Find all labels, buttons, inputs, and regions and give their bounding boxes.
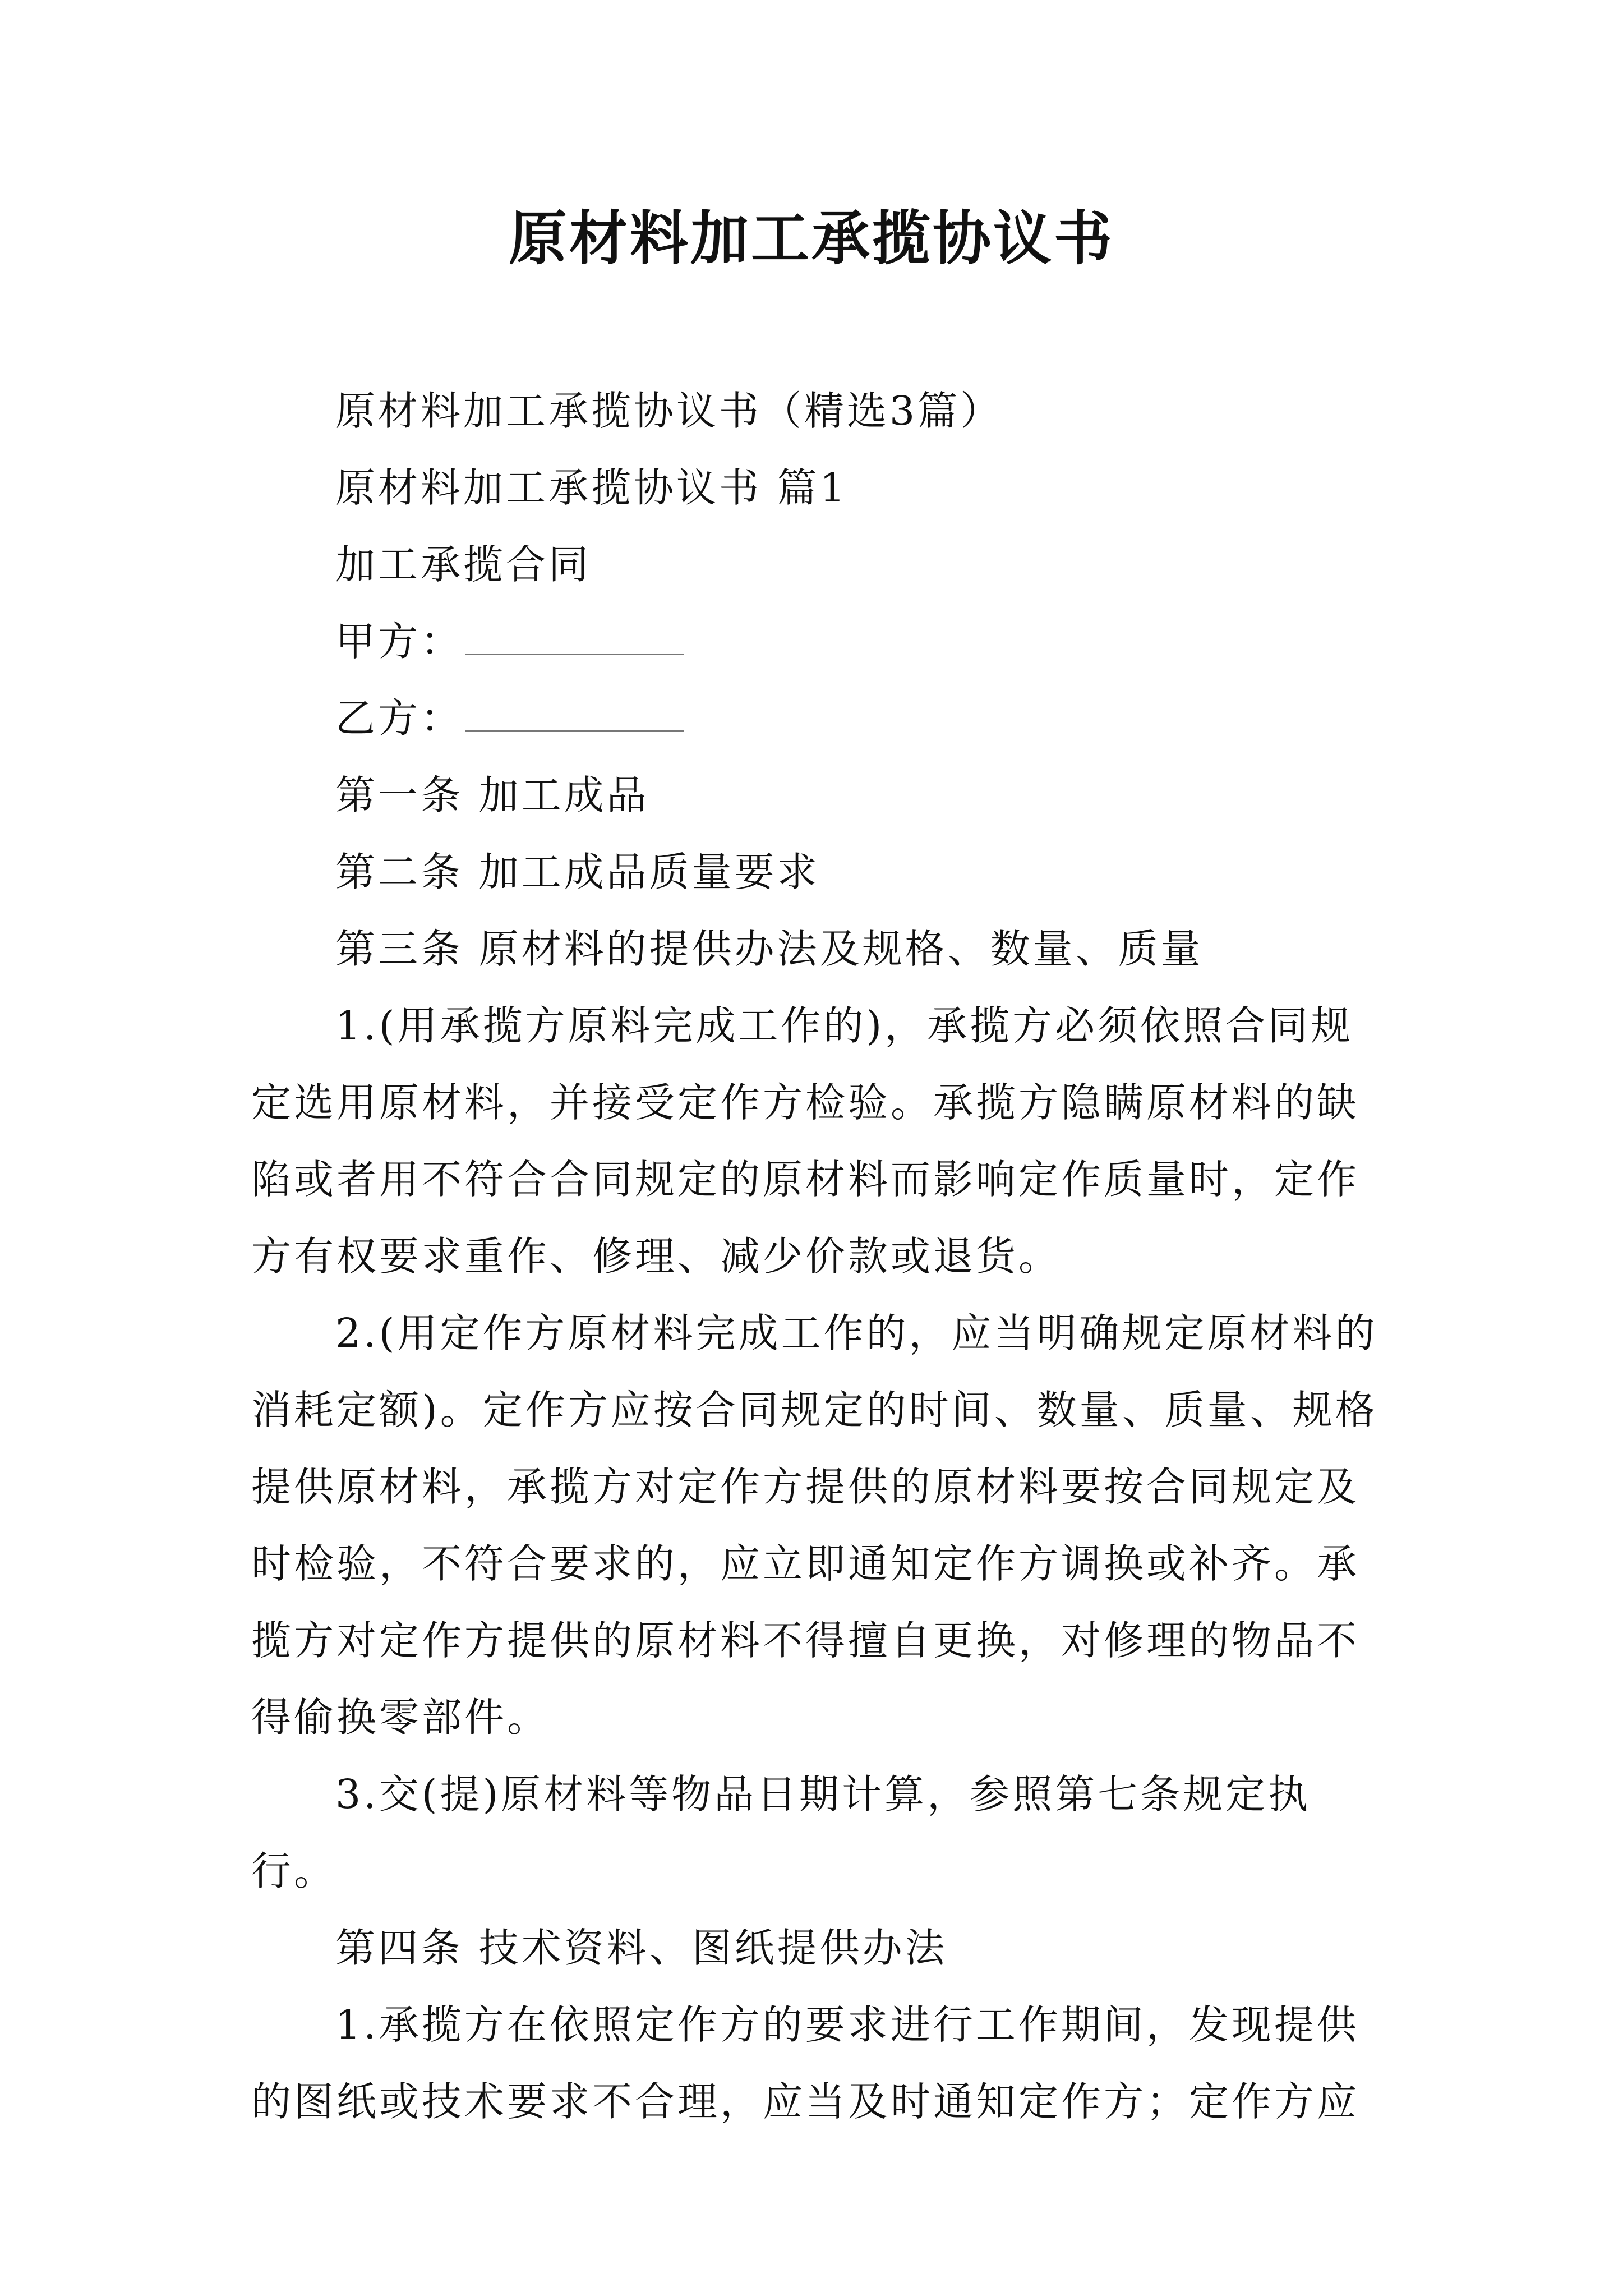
party-a-label: 甲方： [335, 618, 464, 665]
paragraph-section-heading: 原材料加工承揽协议书 篇1 [335, 464, 848, 511]
article-1: 第一条 加工成品 [335, 772, 649, 818]
paragraph-subtitle: 原材料加工承揽协议书（精选3篇） [335, 388, 1003, 434]
document-body [251, 372, 1395, 2140]
article-3-clause-2: 2.(用定作方原材料完成工作的，应当明确规定原材料的消耗定额)。定作方应按合同规定的时间、数量、质量、规格提供原材料，承揽方对定作方提供的原材料要按合同规定及时检验，不符合要求的，应立即通知定作方调换或补齐。承揽方对定作方提供的原材料不得擅自更换，对修理的物品不得偷换零部件。 [251, 1310, 1378, 1741]
article-4-clause-1: 1.承揽方在依照定作方的要求进行工作期间，发现提供的图纸或技术要求不合理，应当及时通知定作方；定作方应 [251, 2001, 1360, 2125]
article-3: 第三条 原材料的提供办法及规格、数量、质量 [335, 926, 1204, 972]
party-a-line [251, 603, 1395, 680]
article-2: 第二条 加工成品质量要求 [335, 849, 820, 895]
article-3-clause-1: 1.(用承揽方原料完成工作的)，承揽方必须依照合同规定选用原材料，并接受定作方检验。承揽方隐瞒原材料的缺陷或者用不符合合同规定的原材料而影响定作质量时，定作方有权要求重作、修理、减少价款或退货。 [251, 1002, 1360, 1280]
article-3-clause-3: 3.交(提)原材料等物品日期计算，参照第七条规定执行。 [251, 1771, 1311, 1894]
document-title: 原材料加工承揽协议书 [508, 204, 1114, 273]
paragraph-contract-name: 加工承揽合同 [335, 541, 592, 588]
party-b-line [251, 680, 1395, 757]
party-a-blank [465, 651, 684, 655]
article-4: 第四条 技术资料、图纸提供办法 [335, 1925, 948, 1971]
party-b-blank [465, 728, 684, 732]
party-b-label: 乙方： [335, 695, 464, 742]
